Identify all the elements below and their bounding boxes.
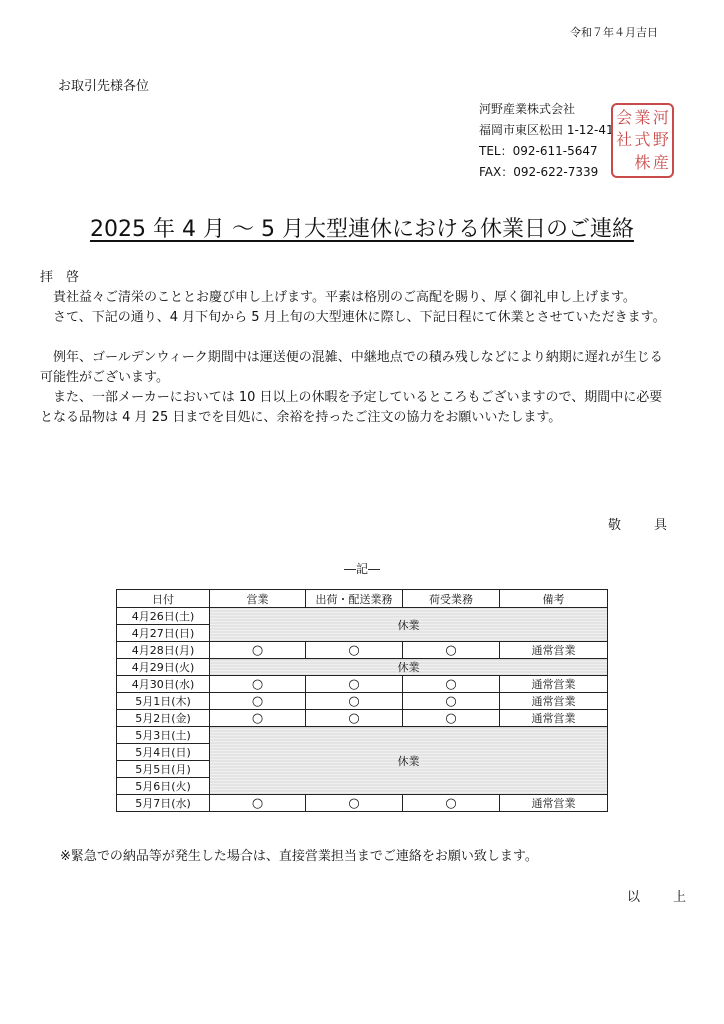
seal-glyph: 社 xyxy=(616,130,633,150)
receiving-open-mark: ○ xyxy=(403,676,500,693)
company-name: 河野産業株式会社 xyxy=(479,102,576,116)
receiving-open-mark: ○ xyxy=(403,642,500,659)
date-cell: 5月5日(月) xyxy=(117,761,210,778)
remark-cell: 通常営業 xyxy=(500,693,608,710)
seal-glyph: 式 xyxy=(634,130,651,150)
date-cell: 5月2日(金) xyxy=(117,710,210,727)
table-row xyxy=(117,710,608,727)
closing-salutation: 敬 具 xyxy=(608,518,678,533)
shipping-open-mark: ○ xyxy=(306,710,403,727)
table-row xyxy=(117,676,608,693)
remark-cell: 通常営業 xyxy=(500,795,608,812)
header-date: 日付 xyxy=(117,590,210,608)
remark-cell: 通常営業 xyxy=(500,642,608,659)
table-row xyxy=(117,659,608,676)
sales-open-mark: ○ xyxy=(210,676,306,693)
seal-glyph: 株 xyxy=(634,152,651,172)
header-receiving: 荷受業務 xyxy=(403,590,500,608)
document-title: 2025 年 4 月 ～ 5 月大型連休における休業日のご連絡 xyxy=(90,217,634,242)
date-cell: 4月27日(日) xyxy=(117,625,210,642)
issue-date: 令和７年４月吉日 xyxy=(570,26,658,39)
date-cell: 5月7日(水) xyxy=(117,795,210,812)
seal-glyph: 業 xyxy=(634,108,651,128)
closed-block: 休業 xyxy=(210,608,608,642)
shipping-open-mark: ○ xyxy=(306,693,403,710)
closed-block: 休業 xyxy=(210,659,608,676)
receiving-open-mark: ○ xyxy=(403,693,500,710)
letter-body xyxy=(40,268,672,428)
table-row xyxy=(117,727,608,744)
header-sales: 営業 xyxy=(210,590,306,608)
company-tel: TEL：092-611-5647 xyxy=(479,144,598,158)
date-cell: 4月30日(水) xyxy=(117,676,210,693)
date-cell: 5月6日(火) xyxy=(117,778,210,795)
date-cell: 4月26日(土) xyxy=(117,608,210,625)
remark-cell: 通常営業 xyxy=(500,676,608,693)
remark-cell: 通常営業 xyxy=(500,710,608,727)
company-address: 福岡市東区松田 1-12-41 xyxy=(479,123,614,137)
date-cell: 5月1日(木) xyxy=(117,693,210,710)
receiving-open-mark: ○ xyxy=(403,795,500,812)
closed-block: 休業 xyxy=(210,727,608,795)
seal-glyph: 河 xyxy=(652,108,669,128)
table-row xyxy=(117,642,608,659)
shipping-open-mark: ○ xyxy=(306,642,403,659)
ki-heading: ―記― xyxy=(343,562,380,576)
company-fax: FAX：092-622-7339 xyxy=(479,165,599,179)
table-row xyxy=(117,795,608,812)
holiday-schedule-table xyxy=(116,589,608,812)
shipping-open-mark: ○ xyxy=(306,676,403,693)
paragraph-greeting: 貴社益々ご清栄のこととお慶び申し上げます。平素は格別のご高配を賜り、厚く御礼申し上げます。 xyxy=(40,290,636,305)
header-remarks: 備考 xyxy=(500,590,608,608)
paragraph-delivery-delay: 例年、ゴールデンウィーク期間中は運送便の混雑、中継地点での積み残しなどにより納期に遅れが生じる可能性がございます。 xyxy=(40,350,663,385)
end-mark: 以 上 xyxy=(627,890,697,905)
seal-glyph: 産 xyxy=(652,152,669,172)
sales-open-mark: ○ xyxy=(210,710,306,727)
header-shipping: 出荷・配送業務 xyxy=(306,590,403,608)
shipping-open-mark: ○ xyxy=(306,795,403,812)
company-seal-stamp xyxy=(611,103,674,178)
emergency-note: ※緊急での納品等が発生した場合は、直接営業担当までご連絡をお願い致します。 xyxy=(60,849,538,864)
date-cell: 4月29日(火) xyxy=(117,659,210,676)
seal-glyph: 会 xyxy=(616,108,633,128)
sales-open-mark: ○ xyxy=(210,642,306,659)
sales-open-mark: ○ xyxy=(210,693,306,710)
table-row xyxy=(117,693,608,710)
date-cell: 5月4日(日) xyxy=(117,744,210,761)
table-header-row xyxy=(117,590,608,608)
table-row xyxy=(117,608,608,625)
paragraph-notice: さて、下記の通り、4 月下旬から 5 月上旬の大型連休に際し、下記日程にて休業とさせていただきます。 xyxy=(40,310,666,325)
receiving-open-mark: ○ xyxy=(403,710,500,727)
paragraph-order-request: また、一部メーカーにおいては 10 日以上の休暇を予定しているところもございますので、期間中に必要となる品物は 4 月 25 日までを目処に、余裕を持ったご注文の協力をお願いいたします。 xyxy=(40,390,663,425)
addressee: お取引先様各位 xyxy=(58,79,150,94)
opening-salutation: 拝 啓 xyxy=(40,270,80,285)
seal-glyph xyxy=(615,155,633,171)
sender-block xyxy=(479,99,614,183)
seal-glyph: 野 xyxy=(652,130,669,150)
date-cell: 4月28日(月) xyxy=(117,642,210,659)
sales-open-mark: ○ xyxy=(210,795,306,812)
date-cell: 5月3日(土) xyxy=(117,727,210,744)
